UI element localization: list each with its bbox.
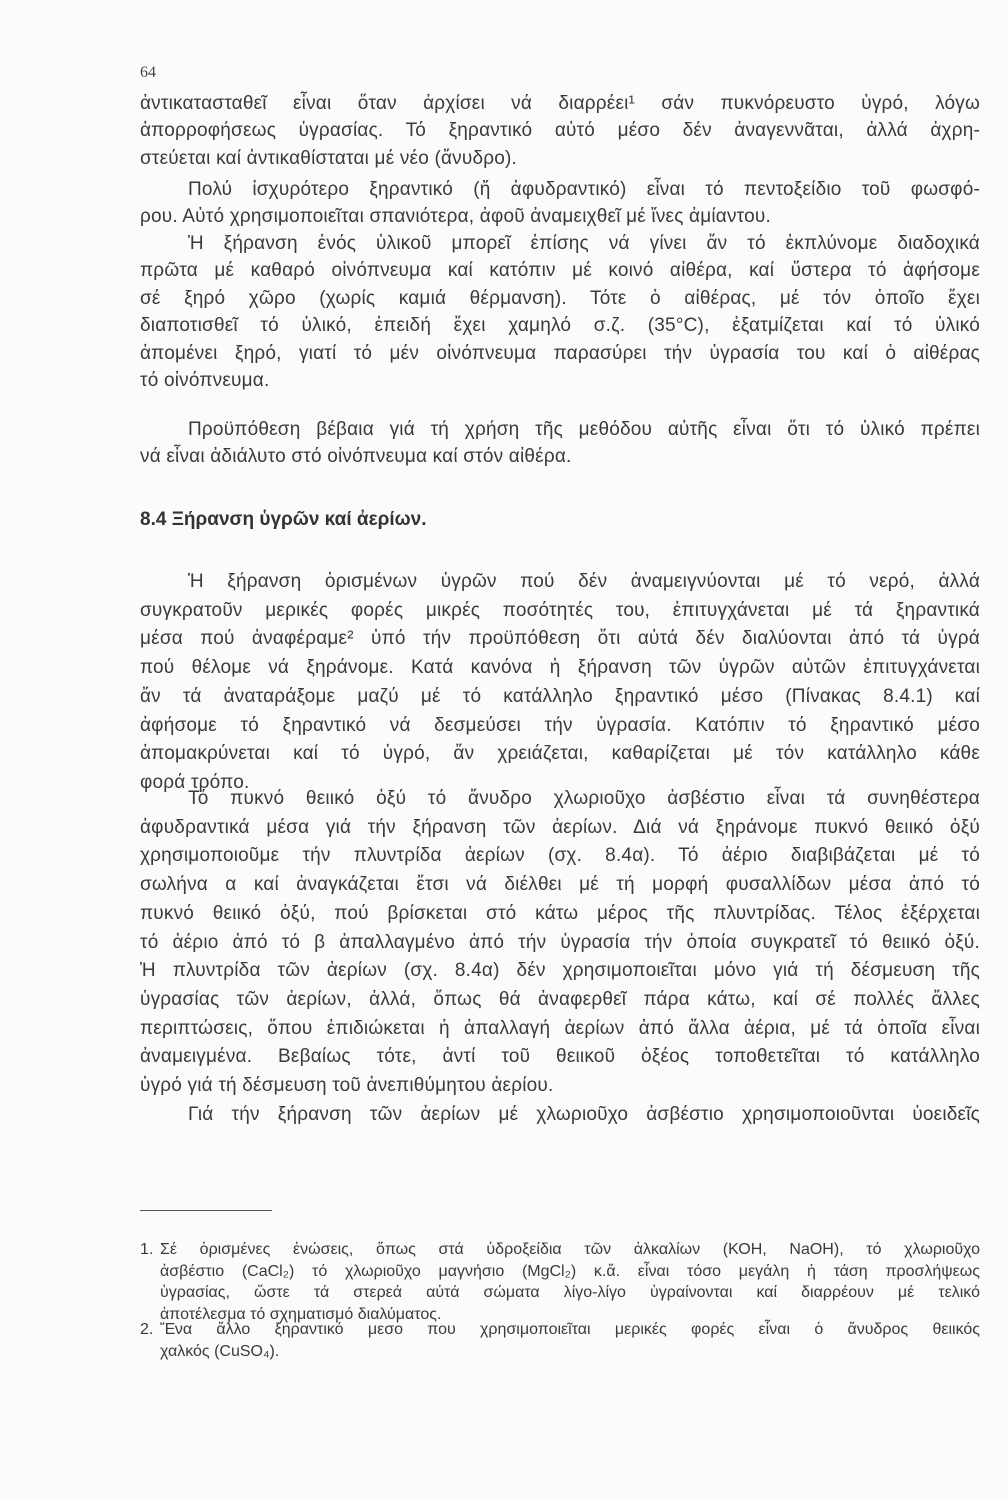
paragraph-line: περιπτώσεις, ὅπου ἐπιδιώκεται ἡ ἀπαλλαγή ἀερίων ἀπό ἄλλα ἀέρια, μέ τά ὁποῖα εἶναι	[140, 1018, 980, 1039]
paragraph-line: ἀναμειγμένα. Βεβαίως τότε, ἀντί τοῦ θειικοῦ ὀξέος τοποθετεῖται τό κατάλληλο	[140, 1046, 980, 1067]
paragraph-line: Γιά τήν ξήρανση τῶν ἀερίων μέ χλωριοῦχο ἀσβέστιο χρησιμοποιοῦνται ὑοειδεῖς	[188, 1104, 980, 1125]
paragraph-line: τό οἰνόπνευμα.	[140, 370, 270, 391]
paragraph-line: Προϋπόθεση βέβαια γιά τή χρήση τῆς μεθόδου αὐτῆς εἶναι ὅτι τό ὑλικό πρέπει	[188, 419, 980, 440]
section-heading: 8.4 Ξήρανση ὑγρῶν καί ἀερίων.	[140, 509, 427, 530]
page-number: 64	[140, 64, 156, 81]
paragraph-line: Ἡ ξήρανση ἑνός ὑλικοῦ μπορεῖ ἐπίσης νά γίνει ἄν τό ἐκπλύνομε διαδοχικά	[188, 233, 980, 254]
paragraph-line: νά εἶναι ἀδιάλυτο στό οἰνόπνευμα καί στόν αἰθέρα.	[140, 446, 572, 467]
paragraph-line: ἄν τά ἀναταράξομε μαζύ μέ τό κατάλληλο ξηραντικό μέσο (Πίνακας 8.4.1) καί	[140, 686, 980, 707]
footnote-line: ἀποτέλεσμα τό σχηματισμό διαλύματος.	[160, 1305, 442, 1323]
paragraph-line: στεύεται καί ἀντικαθίσταται μέ νέο (ἄνυδρο).	[140, 148, 518, 169]
footnote-line: Σέ ὁρισμένες ἑνώσεις, ὅπως στά ὑδροξείδια τῶν ἀλκαλίων (ΚΟΗ, NaOH), τό χλωριοῦχο	[160, 1241, 980, 1258]
paragraph-line: Πολύ ἰσχυρότερο ξηραντικό (ἤ ἀφυδραντικό) εἶναι τό πεντοξείδιο τοῦ φωσφό-	[188, 179, 980, 200]
paragraph-line: μέσα πού ἀναφέραμε² ὑπό τήν προϋπόθεση ὅτι αὐτά δέν διαλύονται ἀπό τά ὑγρά	[140, 628, 980, 649]
paragraph-line: Ἡ ξήρανση ὁρισμένων ὑγρῶν πού δέν ἀναμειγνύονται μέ τό νερό, ἀλλά	[188, 571, 980, 592]
paragraph-line: σέ ξηρό χῶρο (χωρίς καμιά θέρμανση). Τότε ὁ αἰθέρας, μέ τόν ὁποῖο ἔχει	[140, 288, 980, 309]
paragraph-line: φορά τρόπο.	[140, 772, 250, 793]
footnote-divider	[140, 1210, 272, 1211]
footnote-line: χαλκός (CuSO₄).	[160, 1342, 280, 1360]
paragraph-line: Ἡ πλυντρίδα τῶν ἀερίων (σχ. 8.4α) δέν χρησιμοποιεῖται μόνο γιά τή δέσμευση τῆς	[140, 960, 980, 981]
paragraph-line: τό ἀέριο ἀπό τό β ἀπαλλαγμένο ἀπό τήν ὑγρασία τήν ὁποία συγκρατεῖ τό θειικό ὀξύ.	[140, 932, 980, 953]
paragraph-line: ἀπομένει ξηρό, γιατί τό μέν οἰνόπνευμα παρασύρει τήν ὑγρασία του καί ὁ αἰθέρας	[140, 343, 980, 364]
paragraph-line: πρῶτα μέ καθαρό οἰνόπνευμα καί κατόπιν μέ κοινό αἰθέρα, καί ὕστερα τό ἀφήσομε	[140, 260, 980, 281]
paragraph-line: ρου. Αὐτό χρησιμοποιεῖται σπανιότερα, ἀφοῦ ἀναμειχθεῖ μέ ἴνες ἀμίαντου.	[140, 206, 771, 227]
paragraph-line: διαποτισθεῖ τό ὑλικό, ἐπειδή ἔχει χαμηλό σ.ζ. (35°C), ἐξατμίζεται καί τό ὑλικό	[140, 315, 980, 336]
paragraph-line: πού θέλομε νά ξηράνομε. Κατά κανόνα ἡ ξήρανση τῶν ὑγρῶν αὐτῶν ἐπιτυγχάνεται	[140, 657, 980, 678]
paragraph-line: ἀφυδραντικά μέσα γιά τήν ξήρανση τῶν ἀερίων. Διά νά ξηράνομε πυκνό θειικό ὀξύ	[140, 817, 980, 838]
paragraph-line: πυκνό θειικό ὀξύ, πού βρίσκεται στό κάτω μέρος τῆς πλυντρίδας. Τέλος ἐξέρχεται	[140, 903, 980, 924]
paragraph-line: ἀπορροφήσεως ὑγρασίας. Τό ξηραντικό αὐτό μέσο δέν ἀναγεννᾶται, ἀλλά ἀχρη-	[140, 120, 980, 141]
paragraph-line: ἀφήσομε τό ξηραντικό νά δεσμεύσει τήν ὑγρασία. Κατόπιν τό ξηραντικό μέσο	[140, 715, 980, 736]
paragraph-line: ὑγρασίας τῶν ἀερίων, ἀλλά, ὅπως θά ἀναφερθεῖ πάρα κάτω, καί σέ πολλές ἄλλες	[140, 989, 980, 1010]
paragraph-line: χρησιμοποιοῦμε τήν πλυντρίδα ἀερίων (σχ. 8.4α). Τό ἀέριο διαβιβάζεται μέ τό	[140, 845, 980, 866]
footnote-line: ὑγρασίας, ὥστε τά στερεά αὐτά σώματα λίγο-λίγο ὑγραίνονται καί διαρρέουν μέ τελικό	[160, 1284, 980, 1301]
footnote-number: 1.	[140, 1241, 154, 1258]
paragraph-line: Τό πυκνό θειικό ὀξύ τό ἄνυδρο χλωριοῦχο ἀσβέστιο εἶναι τά συνηθέστερα	[188, 788, 980, 809]
paragraph-line: ἀπομακρύνεται καί τό ὑγρό, ἄν χρειάζεται, καθαρίζεται μέ τόν κατάλληλο κάθε	[140, 743, 980, 764]
footnote-line: ἀσβέστιο (CaCl₂) τό χλωριοῦχο μαγνήσιο (MgCl₂) κ.ἄ. εἶναι τόσο μεγάλη ἡ τάση προσλήψεως	[160, 1262, 980, 1280]
paragraph-line: ὑγρό γιά τή δέσμευση τοῦ ἀνεπιθύμητου ἀερίου.	[140, 1075, 554, 1096]
paragraph-line: συγκρατοῦν μερικές φορές μικρές ποσότητές του, ἐπιτυγχάνεται μέ τά ξηραντικά	[140, 600, 980, 621]
footnote-line: Ἕνα ἄλλο ξηραντικό μεσο που χρησιμοποιεῖται μερικές φορές εἶναι ὁ ἄνυδρος θειικός	[160, 1321, 980, 1338]
footnote-number: 2.	[140, 1321, 154, 1338]
paragraph-line: ἀντικατασταθεῖ εἶναι ὅταν ἀρχίσει νά διαρρέει¹ σάν πυκνόρευστο ὑγρό, λόγω	[140, 93, 980, 114]
paragraph-line: σωλήνα α καί ἀναγκάζεται ἔτσι νά διέλθει μέ τή μορφή φυσαλλίδων μέσα ἀπό τό	[140, 874, 980, 895]
